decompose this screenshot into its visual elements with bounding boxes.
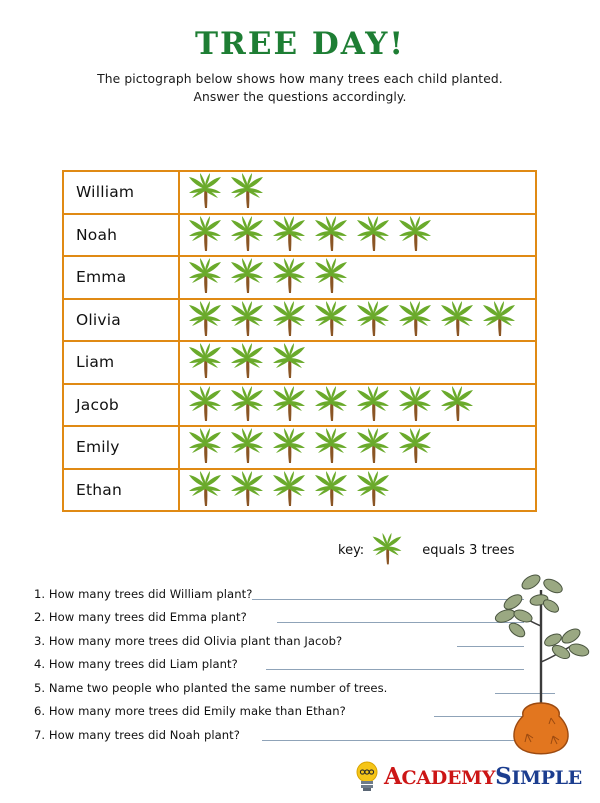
palm-tree-icon [310, 215, 352, 255]
palm-tree-icon [184, 342, 226, 382]
palm-tree-icon [226, 427, 268, 467]
palm-tree-icon [394, 215, 436, 255]
row-name-jacob: Jacob [64, 385, 180, 426]
palm-tree-icon [226, 215, 268, 255]
question-3 [34, 626, 524, 650]
key-label: key: [338, 542, 365, 558]
pictograph-key [338, 532, 515, 568]
question-7 [34, 720, 524, 744]
academysimple-logo[interactable] [352, 759, 582, 793]
row-icons-jacob [180, 385, 535, 426]
palm-tree-icon [268, 300, 310, 340]
row-name-ethan: Ethan [64, 470, 180, 511]
question-3-text: 3. How many more trees did Olivia plant than Jacob? [34, 633, 343, 648]
answer-line-6[interactable] [434, 716, 524, 717]
palm-tree-icon [352, 215, 394, 255]
answer-line-7[interactable] [262, 740, 524, 741]
table-row [64, 172, 535, 215]
palm-tree-icon [310, 385, 352, 425]
answer-line-5[interactable] [495, 693, 555, 694]
answer-line-3[interactable] [457, 646, 524, 647]
palm-tree-icon [184, 427, 226, 467]
palm-tree-icon [268, 342, 310, 382]
palm-tree-icon [226, 470, 268, 510]
row-icons-emily [180, 427, 535, 468]
palm-tree-icon [184, 385, 226, 425]
question-7-text: 7. How many trees did Noah plant? [34, 727, 240, 742]
palm-tree-icon [184, 172, 226, 212]
row-name-emily: Emily [64, 427, 180, 468]
palm-tree-icon [310, 257, 352, 297]
palm-tree-icon [394, 385, 436, 425]
logo-academy-cap: A [383, 762, 402, 790]
palm-tree-icon [394, 427, 436, 467]
question-6-text: 6. How many more trees did Emily make than Ethan? [34, 704, 346, 718]
palm-tree-icon [184, 257, 226, 297]
palm-tree-icon [268, 257, 310, 297]
logo-simple-rest: IMPLE [511, 766, 582, 789]
palm-tree-icon [226, 342, 268, 382]
row-icons-liam [180, 342, 535, 383]
palm-tree-icon [268, 385, 310, 425]
palm-tree-icon [352, 385, 394, 425]
palm-tree-icon [268, 427, 310, 467]
row-name-noah: Noah [64, 215, 180, 256]
palm-tree-icon [436, 385, 478, 425]
palm-tree-icon [226, 300, 268, 340]
palm-tree-icon [184, 300, 226, 340]
table-row [64, 257, 535, 300]
table-row [64, 427, 535, 470]
palm-tree-icon [226, 172, 268, 212]
palm-tree-icon [184, 215, 226, 255]
palm-tree-icon [352, 427, 394, 467]
palm-tree-icon [352, 470, 394, 510]
question-2-text: 2. How many trees did Emma plant? [34, 610, 247, 624]
question-1-text: 1. How many trees did William plant? [34, 586, 253, 601]
palm-tree-icon [352, 300, 394, 340]
question-1 [34, 579, 524, 603]
row-name-olivia: Olivia [64, 300, 180, 341]
logo-simple-cap: S [495, 762, 512, 790]
answer-line-2[interactable] [277, 622, 524, 623]
lightbulb-icon [352, 759, 382, 793]
row-icons-william [180, 172, 535, 213]
subtitle-line-1: The pictograph below shows how many trees each child planted. [97, 72, 503, 86]
logo-word-simple [495, 762, 582, 790]
palm-tree-icon [268, 470, 310, 510]
palm-tree-icon [394, 300, 436, 340]
palm-tree-icon [310, 427, 352, 467]
answer-line-1[interactable] [252, 599, 524, 600]
table-row [64, 470, 535, 513]
row-name-emma: Emma [64, 257, 180, 298]
palm-tree-icon [226, 257, 268, 297]
key-value-text: equals 3 trees [422, 542, 515, 558]
palm-tree-icon [310, 470, 352, 510]
answer-line-4[interactable] [266, 669, 524, 670]
question-2 [34, 603, 524, 627]
palm-tree-icon [368, 532, 406, 568]
row-icons-noah [180, 215, 535, 256]
page-subtitle [0, 71, 600, 107]
palm-tree-icon [226, 385, 268, 425]
question-5 [34, 673, 524, 697]
page-title: TREE DAY! [194, 26, 405, 62]
pictograph-table [62, 170, 537, 512]
palm-tree-icon [478, 300, 520, 340]
table-row [64, 215, 535, 258]
row-icons-ethan [180, 470, 535, 511]
subtitle-line-2: Answer the questions accordingly. [193, 89, 407, 104]
row-name-liam: Liam [64, 342, 180, 383]
question-4 [34, 650, 524, 674]
table-row [64, 385, 535, 428]
question-6 [34, 697, 524, 721]
palm-tree-icon [184, 470, 226, 510]
question-4-text: 4. How many trees did Liam plant? [34, 657, 238, 671]
row-icons-emma [180, 257, 535, 298]
row-name-william: William [64, 172, 180, 213]
palm-tree-icon [436, 300, 478, 340]
palm-tree-icon [310, 300, 352, 340]
logo-academy-rest: CADEMY [401, 766, 496, 789]
table-row [64, 300, 535, 343]
logo-text [384, 763, 582, 790]
row-icons-olivia [180, 300, 535, 341]
logo-word-academy [383, 762, 496, 790]
palm-tree-icon [268, 215, 310, 255]
question-5-text: 5. Name two people who planted the same number of trees. [34, 680, 388, 695]
table-row [64, 342, 535, 385]
questions-list [34, 579, 524, 744]
